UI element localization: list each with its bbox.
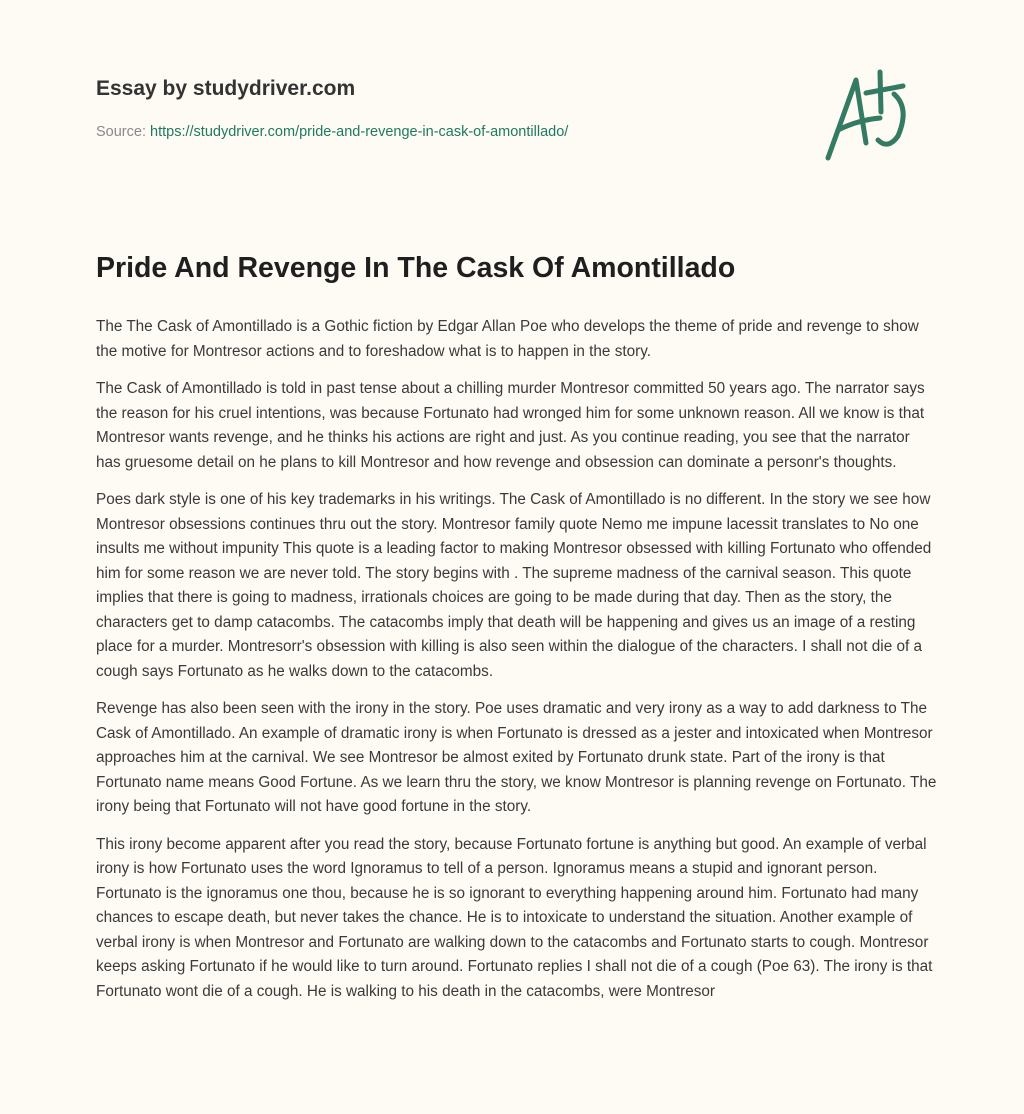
- paragraph: The Cask of Amontillado is told in past tense about a chilling murder Montresor committed 50 years ago. The narrator says the reason for his cruel intentions, was because Fortunato had wronged him for some unknown reason. All we know is that Montresor wants revenge, and he thinks his actions are right and just. As you continue reading, you see that the narrator has gruesome detail on he plans to kill Montresor and how revenge and obsession can dominate a personr's thoughts.: [96, 380, 925, 471]
- source-line: [96, 124, 568, 140]
- a-plus-logo-icon: [818, 68, 928, 168]
- essay-header: [0, 0, 1024, 240]
- brand-title: Essay by studydriver.com: [96, 77, 356, 100]
- source-link[interactable]: https://studydriver.com/pride-and-revenge-in-cask-of-amontillado/: [150, 124, 569, 140]
- essay-body: [96, 315, 938, 1017]
- paragraph: Poes dark style is one of his key trademarks in his writings. The Cask of Amontillado is no different. In the story we see how Montresor obsessions continues thru out the story. Montresor family quote Nemo me impune lacessit translates to No one insults me without impunity This quote is a leading factor to making Montresor obsessed with killing Fortunato who offended him for some reason we are never told. The story begins with . The supreme madness of the carnival season. This quote implies that there is going to madness, irrationals choices are going to be made during that day. Then as the story, the characters get to damp catacombs. The catacombs imply that death will be happening and gives us an image of a resting place for a murder. Montresorr's obsession with killing is also seen within the dialogue of the characters. I shall not die of a cough says Fortunato as he walks down to the catacombs.: [96, 491, 932, 680]
- essay-title: Pride And Revenge In The Cask Of Amontillado: [96, 252, 736, 284]
- paragraph: The The Cask of Amontillado is a Gothic fiction by Edgar Allan Poe who develops the theme of pride and revenge to show the motive for Montresor actions and to foreshadow what is to happen in the story.: [96, 318, 919, 360]
- paragraph: Revenge has also been seen with the irony in the story. Poe uses dramatic and very irony as a way to add darkness to The Cask of Amontillado. An example of dramatic irony is when Fortunato is dressed as a jester and intoxicated when Montresor approaches him at the carnival. We see Montresor be almost exited by Fortunato drunk state. Part of the irony is that Fortunato name means Good Fortune. As we learn thru the story, we know Montresor is planning revenge on Fortunato. The irony being that Fortunato will not have good fortune in the story.: [96, 700, 937, 815]
- paragraph: This irony become apparent after you read the story, because Fortunato fortune is anything but good. An example of verbal irony is how Fortunato uses the word Ignoramus to tell of a person. Ignoramus means a stupid and ignorant person. Fortunato is the ignoramus one thou, because he is so ignorant to everything happening around him. Fortunato had many chances to escape death, but never takes the chance. He is to intoxicate to understand the situation. Another example of verbal irony is when Montresor and Fortunato are walking down to the catacombs and Fortunato starts to cough. Montresor keeps asking Fortunato if he would like to turn around. Fortunato replies I shall not die of a cough (Poe 63). The irony is that Fortunato wont die of a cough. He is walking to his death in the catacombs, were Montresor: [96, 835, 933, 1000]
- source-label: Source:: [96, 124, 146, 140]
